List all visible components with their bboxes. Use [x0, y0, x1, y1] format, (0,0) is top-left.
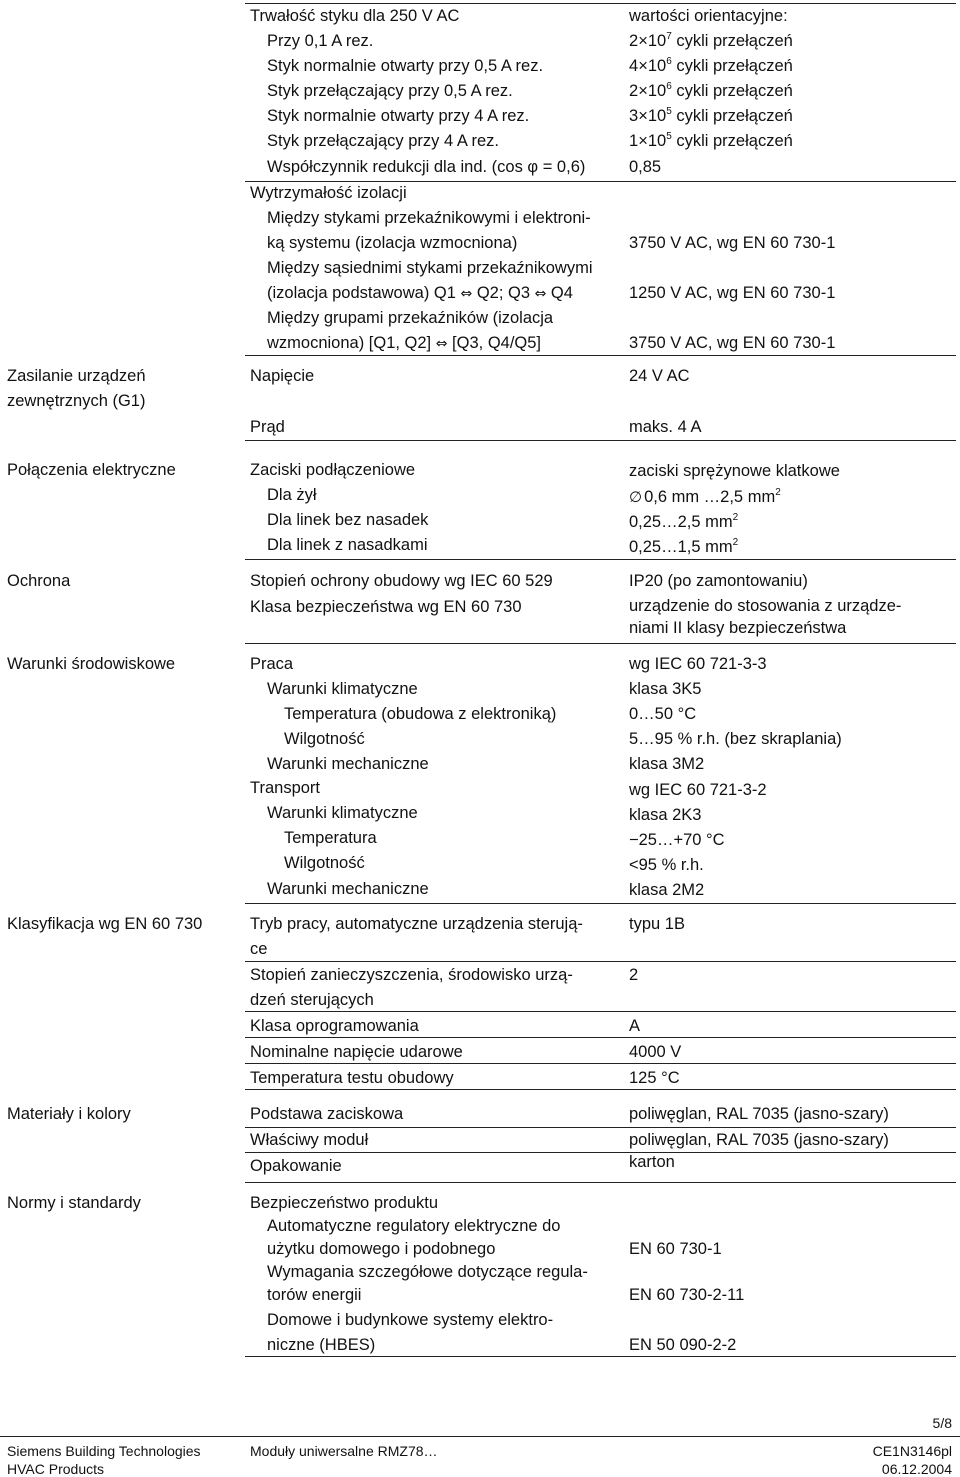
insulation-r3-line1: Między grupami przekaźników (izolacja	[267, 309, 554, 327]
op-humidity-label: Wilgotność	[284, 730, 365, 748]
insulation-r3-line2: wzmocniona) [Q1, Q2] ⇔ [Q3, Q4/Q5]	[267, 334, 542, 352]
contact-life-row-value: $4\times 10^6$ cykli przełączeń	[629, 55, 793, 75]
package-label: Opakowanie	[250, 1157, 342, 1175]
op-climatic-label: Warunki klimatyczne	[267, 680, 418, 698]
stranded-value: 0,25…2,5 $mm^2$	[629, 511, 739, 531]
tr-climatic-label: Warunki klimatyczne	[267, 804, 418, 822]
contact-life-row-label: Styk przełączający przy 4 A rez.	[267, 132, 500, 150]
section-environment: Warunki środowiskowe	[7, 655, 176, 673]
terminals-value: zaciski sprężynowe klatkowe	[629, 462, 840, 480]
supply-current-label: Prąd	[250, 418, 285, 436]
double-arrow-icon: ⇔	[435, 336, 448, 352]
section-classification: Klasyfikacja wg EN 60 730	[7, 915, 203, 933]
section-connections: Połączenia elektryczne	[7, 461, 176, 479]
transport-value: wg IEC 60 721-3-2	[629, 781, 767, 799]
footer-division: HVAC Products	[7, 1461, 104, 1477]
contact-life-row-label: Styk normalnie otwarty przy 4 A rez.	[267, 107, 530, 125]
standard-3-line1: Domowe i budynkowe systemy elektro-	[267, 1311, 554, 1329]
supply-current-value: maks. 4 A	[629, 418, 702, 436]
contact-life-row-value: $2\times 10^7$ cykli przełączeń	[629, 30, 793, 50]
contact-life-heading: Trwałość styku dla 250 V AC	[250, 7, 460, 25]
op-mech-value: klasa 3M2	[629, 755, 705, 773]
section-protection: Ochrona	[7, 572, 71, 590]
rule-after-standards	[245, 1356, 956, 1357]
wires-label: Dla żył	[267, 486, 317, 504]
terminal-base-label: Podstawa zaciskowa	[250, 1105, 404, 1123]
op-humidity-value: 5…95 % r.h. (bez skraplania)	[629, 730, 842, 748]
standard-3-value: EN 50 090-2-2	[629, 1336, 737, 1354]
mode-label-line1: Tryb pracy, automatyczne urządzenia sterują-	[250, 915, 583, 933]
op-temp-label: Temperatura (obudowa z elektroniką)	[284, 705, 557, 723]
standard-2-value: EN 60 730-2-11	[629, 1286, 745, 1304]
ferrule-value: 0,25…1,5 $mm^2$	[629, 536, 739, 556]
operation-label: Praca	[250, 655, 294, 673]
op-temp-value: 0…50 °C	[629, 705, 697, 723]
contact-life-row-label: Styk przełączający przy 0,5 A rez.	[267, 82, 513, 100]
housing-test-label: Temperatura testu obudowy	[250, 1069, 454, 1087]
rule-after-materials	[245, 1182, 956, 1183]
rule-mat-1	[245, 1127, 956, 1128]
section-materials: Materiały i kolory	[7, 1105, 131, 1123]
footer-date: 06.12.2004	[881, 1461, 952, 1477]
standard-1-value: EN 60 730-1	[629, 1240, 722, 1258]
footer-product: Moduły uniwersalne RMZ78…	[250, 1443, 438, 1459]
surge-voltage-value: 4000 V	[629, 1043, 682, 1061]
safety-class-value-line1: urządzenie do stosowania z urządze-	[629, 597, 902, 615]
pollution-label-line2: dzeń sterujących	[250, 991, 374, 1009]
tr-humidity-value: <95 % r.h.	[629, 856, 704, 874]
housing-test-value: 125 °C	[629, 1069, 680, 1087]
ip-value: IP20 (po zamontowaniu)	[629, 572, 808, 590]
terminals-label: Zaciski podłączeniowe	[250, 461, 416, 479]
rule-after-current	[245, 440, 956, 441]
footer-rule	[0, 1436, 960, 1437]
double-arrow-icon: ⇔	[460, 286, 473, 302]
rule-top	[245, 3, 956, 4]
contact-life-row-label: Styk normalnie otwarty przy 0,5 A rez.	[267, 57, 544, 75]
rule-after-environment	[245, 903, 956, 904]
standard-3-line2: niczne (HBES)	[267, 1336, 376, 1354]
rule-class-2	[245, 1011, 956, 1012]
insulation-heading: Wytrzymałość izolacji	[250, 184, 407, 202]
rule-class-1	[245, 961, 956, 962]
supply-voltage-value: 24 V AC	[629, 367, 690, 385]
surge-voltage-label: Nominalne napięcie udarowe	[250, 1043, 463, 1061]
supply-voltage-label: Napięcie	[250, 367, 315, 385]
insulation-r1-value: 3750 V AC, wg EN 60 730-1	[629, 234, 836, 252]
tr-climatic-value: klasa 2K3	[629, 806, 702, 824]
double-arrow-icon: ⇔	[534, 286, 547, 302]
rule-class-4	[245, 1063, 956, 1064]
section-external-supply-line1: Zasilanie urządzeń	[7, 367, 146, 385]
module-value: poliwęglan, RAL 7035 (jasno-szary)	[629, 1131, 889, 1149]
mode-value: typu 1B	[629, 915, 685, 933]
page-number: 5/8	[932, 1415, 952, 1431]
pollution-value: 2	[629, 966, 639, 984]
insulation-r3-value: 3750 V AC, wg EN 60 730-1	[629, 334, 836, 352]
rule-after-insulation	[245, 355, 956, 356]
terminal-base-value: poliwęglan, RAL 7035 (jasno-szary)	[629, 1105, 889, 1123]
insulation-r2-line2: (izolacja podstawowa) Q1 ⇔ Q2; Q3 ⇔ Q4	[267, 284, 573, 302]
insulation-r2-value: 1250 V AC, wg EN 60 730-1	[629, 284, 836, 302]
software-class-value: A	[629, 1017, 641, 1035]
insulation-r1-line2: ką systemu (izolacja wzmocniona)	[267, 234, 518, 252]
wires-value: ∅ 0,6 mm …2,5 $mm^2$	[629, 486, 781, 506]
mode-label-line2: ce	[250, 940, 268, 958]
transport-label: Transport	[250, 779, 320, 797]
standard-2-line1: Wymagania szczegółowe dotyczące regula-	[267, 1263, 588, 1281]
rule-after-connections	[245, 559, 956, 560]
contact-life-row-value: $3\times 10^5$ cykli przełączeń	[629, 105, 793, 125]
section-standards: Normy i standardy	[7, 1194, 141, 1212]
contact-life-row-value: $1\times 10^5$ cykli przełączeń	[629, 130, 793, 150]
ip-label: Stopień ochrony obudowy wg IEC 60 529	[250, 572, 553, 590]
rule-class-3	[245, 1037, 956, 1038]
diameter-icon: ∅	[629, 488, 643, 506]
package-value: karton	[629, 1153, 675, 1171]
ferrule-label: Dla linek z nasadkami	[267, 536, 428, 554]
rule-after-protection	[245, 643, 956, 644]
op-climatic-value: klasa 3K5	[629, 680, 702, 698]
tr-temp-value: −25…+70 °C	[629, 831, 725, 849]
section-external-supply-line2: zewnętrznych (G1)	[7, 392, 146, 410]
reduction-factor-label: Współczynnik redukcji dla ind. (cos φ = 0,6)	[267, 158, 586, 176]
operation-value: wg IEC 60 721-3-3	[629, 655, 767, 673]
pollution-label-line1: Stopień zanieczyszczenia, środowisko urzą-	[250, 966, 573, 984]
standard-1-line1: Automatyczne regulatory elektryczne do	[267, 1217, 561, 1235]
rule-after-reduction	[245, 181, 956, 182]
module-label: Właściwy moduł	[250, 1131, 369, 1149]
rule-mat-2	[245, 1152, 956, 1153]
contact-life-row-label: Przy 0,1 A rez.	[267, 32, 374, 50]
rule-after-classification	[245, 1089, 956, 1090]
standard-2-line2: torów energii	[267, 1286, 362, 1304]
insulation-r2-line1: Między sąsiednimi stykami przekaźnikowymi	[267, 259, 593, 277]
stranded-label: Dla linek bez nasadek	[267, 511, 429, 529]
reduction-factor-value: 0,85	[629, 158, 662, 176]
product-safety-label: Bezpieczeństwo produktu	[250, 1194, 439, 1212]
safety-class-value-line2: niami II klasy bezpieczeństwa	[629, 619, 847, 637]
insulation-r1-line1: Między stykami przekaźnikowymi i elektroni-	[267, 209, 591, 227]
standard-1-line2: użytku domowego i podobnego	[267, 1240, 496, 1258]
contact-life-values-header: wartości orientacyjne:	[629, 7, 788, 25]
footer-company: Siemens Building Technologies	[7, 1443, 201, 1459]
op-mech-label: Warunki mechaniczne	[267, 755, 429, 773]
software-class-label: Klasa oprogramowania	[250, 1017, 419, 1035]
footer-doc-id: CE1N3146pl	[872, 1443, 952, 1459]
safety-class-label: Klasa bezpieczeństwa wg EN 60 730	[250, 598, 522, 616]
contact-life-row-value: $2\times 10^6$ cykli przełączeń	[629, 80, 793, 100]
tr-mech-value: klasa 2M2	[629, 881, 705, 899]
tr-mech-label: Warunki mechaniczne	[267, 880, 429, 898]
tr-temp-label: Temperatura	[284, 829, 377, 847]
tr-humidity-label: Wilgotność	[284, 854, 365, 872]
